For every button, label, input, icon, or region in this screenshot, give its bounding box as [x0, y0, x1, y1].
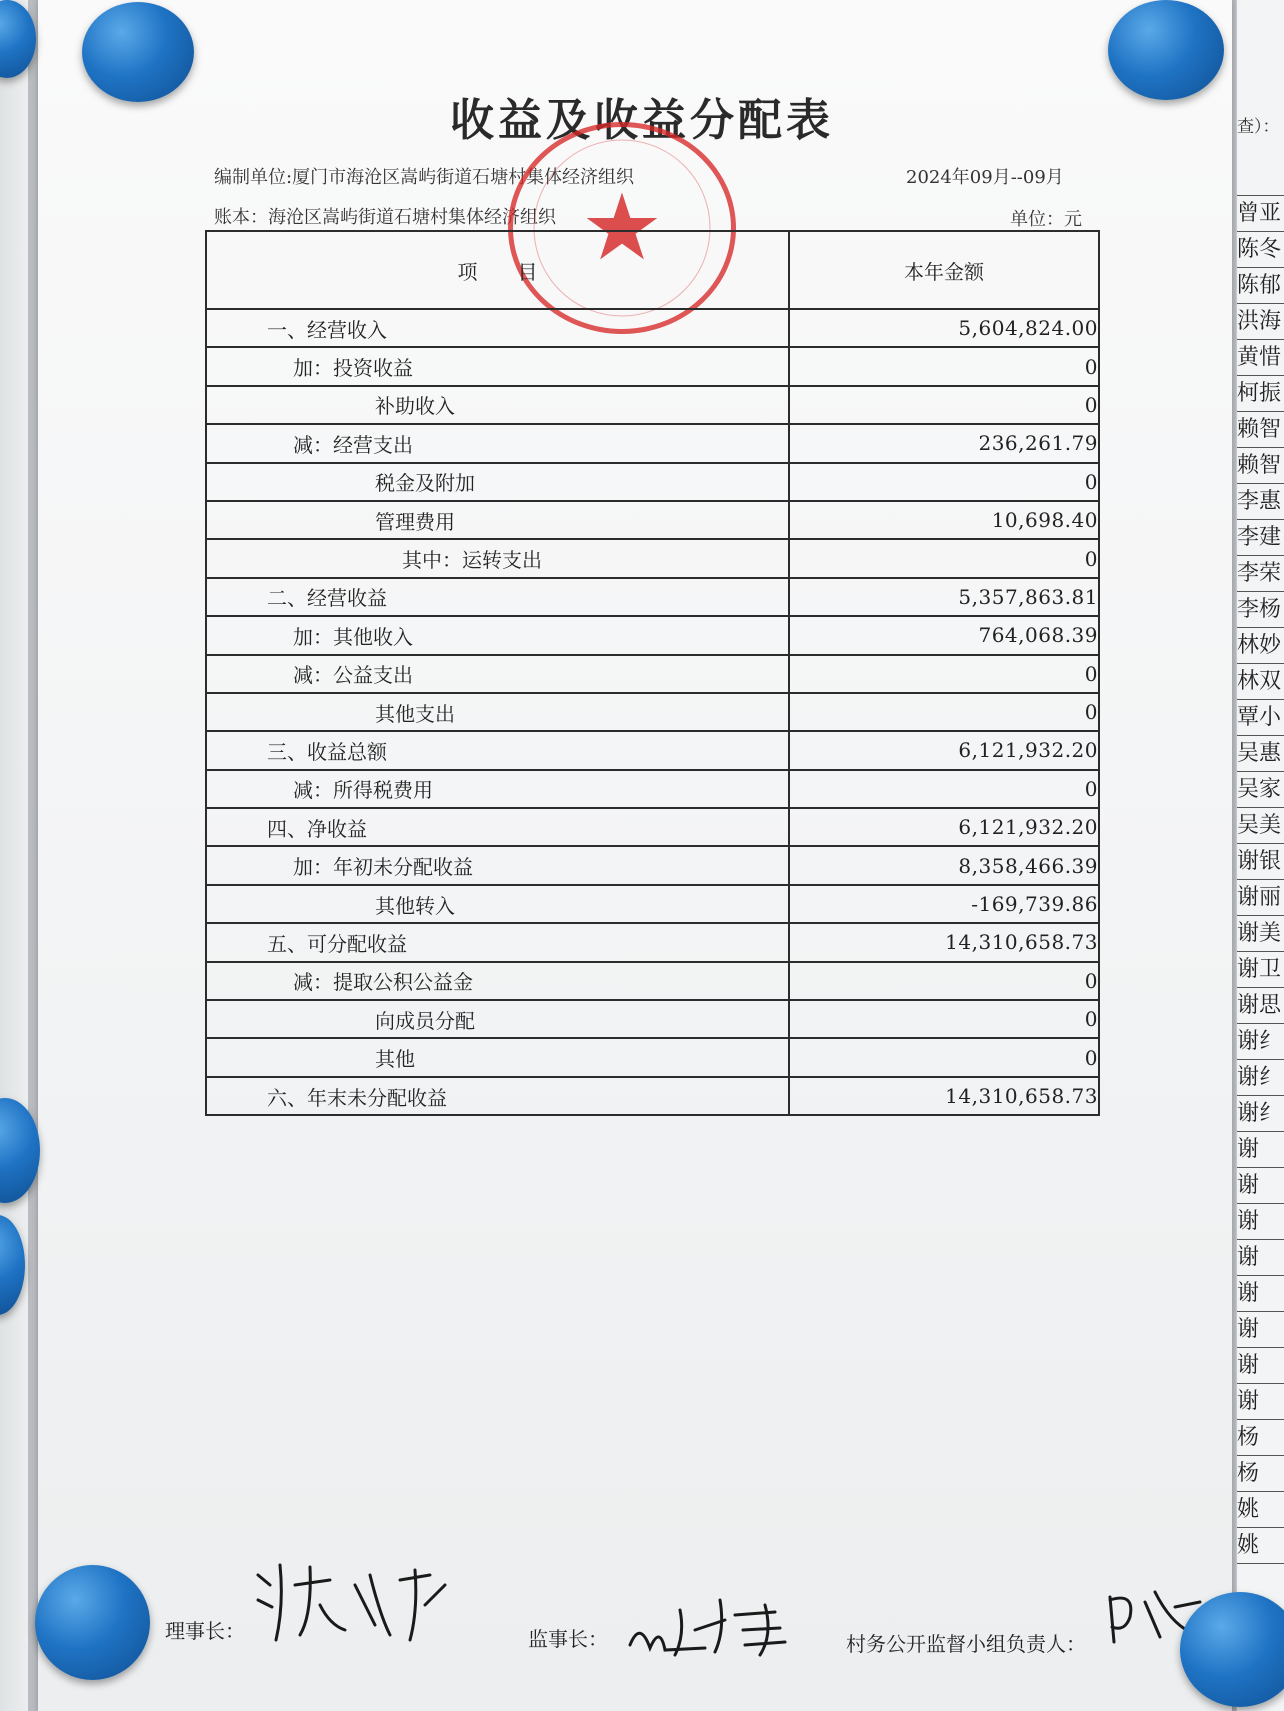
row-item-label: 减：所得税费用 — [206, 770, 789, 808]
row-item-label: 一、经营收入 — [206, 309, 789, 347]
right-sheet-name: 谢思 — [1237, 988, 1284, 1024]
row-item-label: 减：公益支出 — [206, 655, 789, 693]
right-sheet-name: 李荣 — [1237, 556, 1284, 592]
row-amount: 764,068.39 — [789, 616, 1099, 654]
table-row — [206, 655, 1099, 693]
row-item-label: 加：年初未分配收益 — [206, 846, 789, 884]
right-sheet-name: 陈郁 — [1237, 268, 1284, 304]
right-sheet-name: 谢 — [1237, 1384, 1284, 1420]
table-row — [206, 309, 1099, 347]
table-row — [206, 693, 1099, 731]
right-sheet-name: 谢 — [1237, 1240, 1284, 1276]
row-item-label: 其他支出 — [206, 693, 789, 731]
table-row — [206, 501, 1099, 539]
right-sheet-name: 李建 — [1237, 520, 1284, 556]
row-amount: 14,310,658.73 — [789, 923, 1099, 961]
row-amount: 8,358,466.39 — [789, 846, 1099, 884]
right-sheet-name: 林妙 — [1237, 628, 1284, 664]
magnet-top-left — [82, 2, 194, 102]
right-sheet-name: 谢卫 — [1237, 952, 1284, 988]
row-item-label: 其他 — [206, 1038, 789, 1076]
table-row — [206, 923, 1099, 961]
right-sheet-name: 赖智 — [1237, 448, 1284, 484]
right-sheet-name: 杨 — [1237, 1420, 1284, 1456]
row-item-label: 向成员分配 — [206, 1000, 789, 1038]
right-sheet-name: 曾亚 — [1237, 196, 1284, 232]
right-sheet-name: 谢丽 — [1237, 880, 1284, 916]
right-sheet-name: 谢 — [1237, 1132, 1284, 1168]
row-amount: 0 — [789, 347, 1099, 385]
row-item-label: 补助收入 — [206, 386, 789, 424]
table-row — [206, 616, 1099, 654]
row-amount: 0 — [789, 539, 1099, 577]
chairman-signature — [250, 1555, 450, 1650]
table-row — [206, 386, 1099, 424]
table-row — [206, 962, 1099, 1000]
right-sheet-name: 吴家 — [1237, 772, 1284, 808]
report-period: 2024年09月--09月 — [906, 167, 1064, 188]
supervisor-signature — [625, 1590, 815, 1660]
right-sheet-name: 谢 — [1237, 1276, 1284, 1312]
table-header-row — [206, 231, 1099, 309]
row-item-label: 管理费用 — [206, 501, 789, 539]
table-row — [206, 885, 1099, 923]
row-item-label: 二、经营收益 — [206, 578, 789, 616]
row-item-label: 四、净收益 — [206, 808, 789, 846]
table-row — [206, 1038, 1099, 1076]
row-amount: 0 — [789, 770, 1099, 808]
row-item-label: 六、年末未分配收益 — [206, 1077, 789, 1115]
table-row — [206, 578, 1099, 616]
row-amount: 5,604,824.00 — [789, 309, 1099, 347]
right-sheet-header: 查）： — [1237, 117, 1280, 137]
row-item-label: 减：提取公积公益金 — [206, 962, 789, 1000]
right-sheet-name: 洪海 — [1237, 304, 1284, 340]
right-sheet-name: 姚 — [1237, 1492, 1284, 1528]
row-amount: 0 — [789, 655, 1099, 693]
magnet-top-right — [1108, 0, 1224, 100]
row-amount: 0 — [789, 463, 1099, 501]
header-amount: 本年金额 — [789, 231, 1099, 309]
right-sheet-name: 林双 — [1237, 664, 1284, 700]
background-paper-left — [0, 0, 28, 1711]
row-item-label: 加：投资收益 — [206, 347, 789, 385]
chairman-label: 理事长： — [165, 1619, 245, 1643]
right-sheet-name: 谢银 — [1237, 844, 1284, 880]
right-sheet-name-list — [1237, 195, 1284, 1564]
right-sheet-name: 谢纟 — [1237, 1096, 1284, 1132]
row-amount: 5,357,863.81 — [789, 578, 1099, 616]
row-item-label: 加：其他收入 — [206, 616, 789, 654]
row-amount: 6,121,932.20 — [789, 731, 1099, 769]
right-sheet-name: 姚 — [1237, 1528, 1284, 1564]
row-amount: 0 — [789, 386, 1099, 424]
row-item-label: 减：经营支出 — [206, 424, 789, 462]
right-sheet-name: 谢纟 — [1237, 1024, 1284, 1060]
right-sheet-name: 谢 — [1237, 1168, 1284, 1204]
row-item-label: 五、可分配收益 — [206, 923, 789, 961]
oversight-leader-label: 村务公开监督小组负责人： — [846, 1632, 1086, 1656]
magnet-left-mid — [0, 1098, 40, 1203]
magnet-corner-left — [0, 0, 36, 78]
page-title: 收益及收益分配表 — [450, 95, 834, 146]
row-amount: 0 — [789, 1038, 1099, 1076]
table-row — [206, 770, 1099, 808]
supervisor-label: 监事长： — [528, 1627, 608, 1651]
right-sheet-name: 柯振 — [1237, 376, 1284, 412]
right-sheet-name: 谢美 — [1237, 916, 1284, 952]
row-amount: 236,261.79 — [789, 424, 1099, 462]
right-sheet-name: 李杨 — [1237, 592, 1284, 628]
right-sheet-name: 谢纟 — [1237, 1060, 1284, 1096]
right-sheet-name: 谢 — [1237, 1204, 1284, 1240]
table-row — [206, 539, 1099, 577]
right-sheet-name: 吴美 — [1237, 808, 1284, 844]
right-sheet-name: 李惠 — [1237, 484, 1284, 520]
row-amount: 14,310,658.73 — [789, 1077, 1099, 1115]
compiler-unit: 编制单位:厦门市海沧区嵩屿街道石塘村集体经济组织 — [214, 167, 635, 188]
row-item-label: 税金及附加 — [206, 463, 789, 501]
right-sheet-name: 赖智 — [1237, 412, 1284, 448]
row-amount: 10,698.40 — [789, 501, 1099, 539]
table-row — [206, 731, 1099, 769]
row-amount: 0 — [789, 962, 1099, 1000]
table-row — [206, 808, 1099, 846]
row-item-label: 其中：运转支出 — [206, 539, 789, 577]
row-amount: 0 — [789, 1000, 1099, 1038]
right-sheet-name: 陈冬 — [1237, 232, 1284, 268]
seal-star-icon: ★ — [580, 174, 664, 281]
table-row — [206, 846, 1099, 884]
right-sheet-name: 谢 — [1237, 1312, 1284, 1348]
header-item: 项 目 — [206, 231, 789, 309]
row-amount: 6,121,932.20 — [789, 808, 1099, 846]
currency-unit: 单位：元 — [1010, 209, 1082, 230]
right-sheet-name: 黄惜 — [1237, 340, 1284, 376]
table-row — [206, 424, 1099, 462]
income-distribution-table — [205, 230, 1100, 1116]
table-row — [206, 463, 1099, 501]
row-amount: -169,739.86 — [789, 885, 1099, 923]
ledger-name: 账本：海沧区嵩屿街道石塘村集体经济组织 — [214, 207, 556, 228]
row-item-label: 三、收益总额 — [206, 731, 789, 769]
table-row — [206, 1077, 1099, 1115]
right-sheet-name: 杨 — [1237, 1456, 1284, 1492]
right-sheet-name: 覃小 — [1237, 700, 1284, 736]
row-amount: 0 — [789, 693, 1099, 731]
row-item-label: 其他转入 — [206, 885, 789, 923]
table-row — [206, 347, 1099, 385]
right-sheet-name: 谢 — [1237, 1348, 1284, 1384]
table-row — [206, 1000, 1099, 1038]
magnet-bottom-left — [35, 1565, 150, 1680]
right-sheet-name: 吴惠 — [1237, 736, 1284, 772]
